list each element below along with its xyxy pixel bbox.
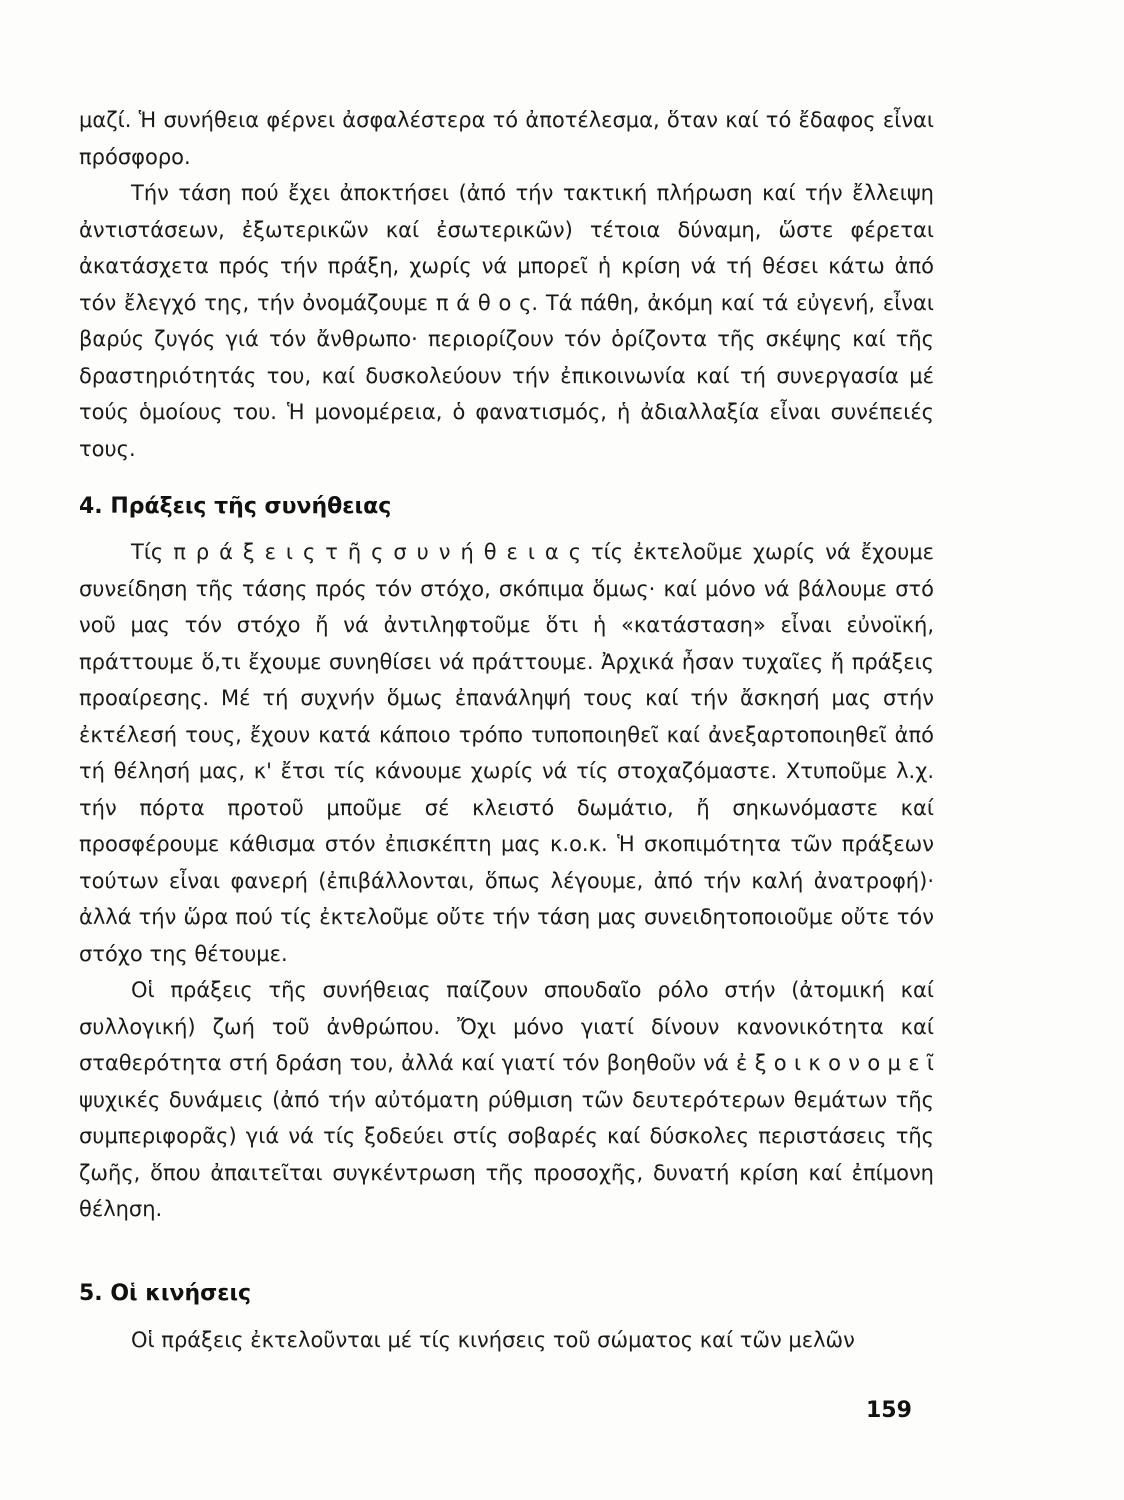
section-heading-4: 4. Πράξεις τῆς συνήθειας	[79, 494, 392, 519]
paragraph: Τίς π ρ ά ξ ε ι ς τ ῆ ς σ υ ν ή θ ε ι α ς τίς ἐκτελοῦμε χωρίς νά ἔχουμε συνείδηση τῆς τάσης πρός τόν στόχο, σκόπιμα ὅμως· καί μόνο νά βάλουμε στό νοῦ μας τόν στόχο ἤ νά ἀντιληφτοῦμε ὅτι ἡ «κατάσταση» εἶναι εὐνοϊκή, πράττουμε ὅ,τι ἔχουμε συνηθίσει νά πράττουμε. Ἀρχικά ἦσαν τυχαῖες ἤ πράξεις προαίρεσης. Μέ τή συχνήν ὅμως ἐπανάληψή τους καί τήν ἄσκησή μας στήν ἐκτέλεσή τους, ἔχουν κατά κάποιο τρόπο τυποποιηθεῖ καί ἀνεξαρτοποιηθεῖ ἀπό τή θέλησή μας, κ' ἔτσι τίς κάνουμε χωρίς νά τίς στοχαζόμαστε. Χτυποῦμε λ.χ. τήν πόρτα προτοῦ μποῦμε σέ κλειστό δωμάτιο, ἤ σηκωνόμαστε καί προσφέρουμε κάθισμα στόν ἐπισκέπτη μας κ.ο.κ. Ἡ σκοπιμότητα τῶν πράξεων τούτων εἶναι φανερή (ἐπιβάλλονται, ὅπως λέγουμε, ἀπό τήν καλή ἀνατροφή)· ἀλλά τήν ὥρα πού τίς ἐκτελοῦμε οὔτε τήν τάση μας συνειδητοποιοῦμε οὔτε τόν στόχο της θέτουμε.	[79, 540, 934, 966]
paragraph: μαζί. Ἡ συνήθεια φέρνει ἀσφαλέστερα τό ἀποτέλεσμα, ὅταν καί τό ἔδαφος εἶναι πρόσφορο.	[79, 108, 934, 169]
text-block-section-5	[79, 1322, 934, 1359]
paragraph: Οἱ πράξεις τῆς συνήθειας παίζουν σπουδαῖο ρόλο στήν (ἀτομική καί συλλογική) ζωή τοῦ ἀνθρώπου. Ὄχι μόνο γιατί δίνουν κανονικότητα καί σταθερότητα στή δράση του, ἀλλά καί γιατί τόν βοηθοῦν νά ἐ ξ ο ι κ ο ν ο μ ε ῖ ψυχικές δυνάμεις (ἀπό τήν αὐτόματη ρύθμιση τῶν δευτερότερων θεμάτων τῆς συμπεριφορᾶς) γιά νά τίς ξοδεύει στίς σοβαρές καί δύσκολες περιστάσεις τῆς ζωῆς, ὅπου ἀπαιτεῖται συγκέντρωση τῆς προσοχῆς, δυνατή κρίση καί ἐπίμονη θέληση.	[79, 978, 934, 1221]
text-block-section-4	[79, 534, 934, 1228]
page-number: 159	[866, 1398, 912, 1423]
paragraph: Τήν τάση πού ἔχει ἀποκτήσει (ἀπό τήν τακτική πλήρωση καί τήν ἔλλειψη ἀντιστάσεων, ἐξωτερικῶν καί ἐσωτερικῶν) τέτοια δύναμη, ὥστε φέρεται ἀκατάσχετα πρός τήν πράξη, χωρίς νά μπορεῖ ἡ κρίση νά τή θέσει κάτω ἀπό τόν ἔλεγχό της, τήν ὀνομάζουμε π ά θ ο ς. Τά πάθη, ἀκόμη καί τά εὐγενή, εἶναι βαρύς ζυγός γιά τόν ἄνθρωπο· περιορίζουν τόν ὁρίζοντα τῆς σκέψης καί τῆς δραστηριότητάς του, καί δυσκολεύουν τήν ἐπικοινωνία καί τή συνεργασία μέ τούς ὁμοίους του. Ἡ μονομέρεια, ὁ φανατισμός, ἡ ἀδιαλλαξία εἶναι συνέπειές τους.	[79, 181, 934, 461]
section-heading-5: 5. Οἱ κινήσεις	[79, 1281, 252, 1306]
paragraph: Οἱ πράξεις ἐκτελοῦνται μέ τίς κινήσεις τοῦ σώματος καί τῶν μελῶν	[131, 1328, 855, 1352]
text-block-intro	[79, 102, 934, 467]
